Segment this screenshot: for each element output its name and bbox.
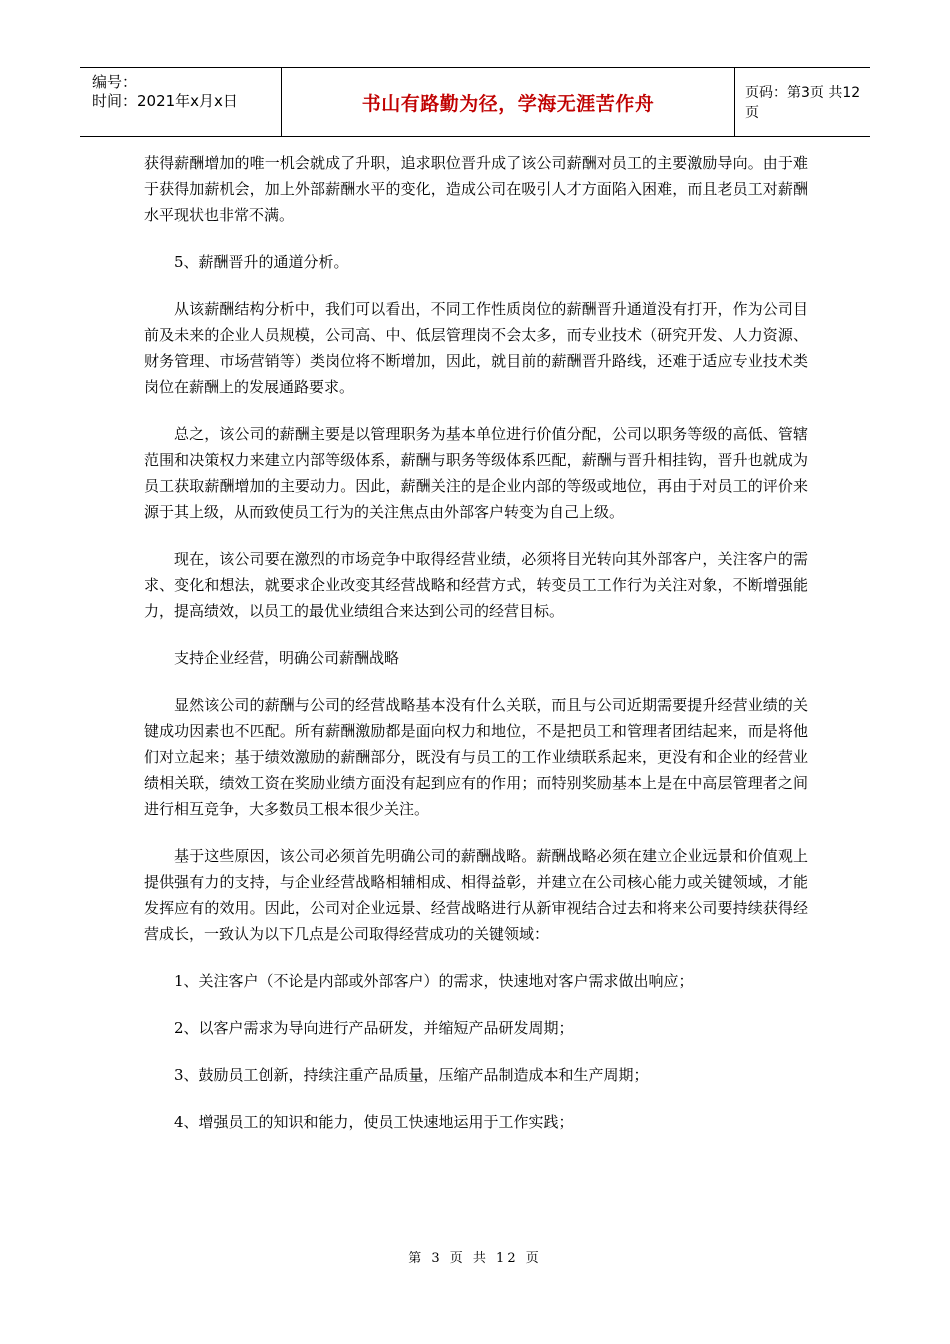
list-item: 3、鼓励员工创新，持续注重产品质量，压缩产品制造成本和生产周期； [174,1066,649,1084]
page-header [80,67,870,137]
motto-text: 书山有路勤为径，学海无涯苦作舟 [361,92,655,115]
paragraph: 总之，该公司的薪酬主要是以管理职务为基本单位进行价值分配，公司以职务等级的高低、管辖范围和决策权力来建立内部等级体系，薪酬与职务等级体系匹配，薪酬与晋升相挂钩，晋升也就成为员工获取薪酬增加的主要动力。因此，薪酬关注的是企业内部的等级或地位，再由于对员工的评价来源于其上级，从而致使员工行为的关注焦点由外部客户转变为自己上级。 [144,425,808,521]
list-item: 4、增强员工的知识和能力，使员工快速地运用于工作实践； [174,1113,574,1131]
header-motto-cell [281,68,735,136]
page-footer: 第 3 页 共 12 页 [408,1251,542,1266]
list-item: 2、以客户需求为导向进行产品研发，并缩短产品研发周期； [174,1019,574,1037]
paragraph: 5、薪酬晋升的通道分析。 [174,253,349,271]
paragraph: 现在，该公司要在激烈的市场竞争中取得经营业绩，必须将目光转向其外部客户，关注客户的需求、变化和想法，就要求企业改变其经营战略和经营方式，转变员工工作行为关注对象，不断增强能力，提高绩效，以员工的最优业绩组合来达到公司的经营目标。 [144,550,808,620]
list-item: 1、关注客户（不论是内部或外部客户）的需求，快速地对客户需求做出响应； [174,972,694,990]
code-label: 编号： [92,73,138,91]
section-heading: 支持企业经营，明确公司薪酬战略 [174,649,400,667]
header-page-info [735,68,870,136]
date-label: 时间：2021年x月x日 [92,92,238,110]
paragraph: 获得薪酬增加的唯一机会就成了升职，追求职位晋升成了该公司薪酬对员工的主要激励导向。由于难于获得加薪机会，加上外部薪酬水平的变化，造成公司在吸引人才方面陷入困难，而且老员工对薪酬水平现状也非常不满。 [144,154,808,224]
page-info-text: 页码：第3页 共12页 [745,85,861,121]
paragraph: 显然该公司的薪酬与公司的经营战略基本没有什么关联，而且与公司近期需要提升经营业绩的关键成功因素也不匹配。所有薪酬激励都是面向权力和地位，不是把员工和管理者团结起来，而是将他们对立起来；基于绩效激励的薪酬部分，既没有与员工的工作业绩联系起来，更没有和企业的经营业绩相关联，绩效工资在奖励业绩方面没有起到应有的作用；而特别奖励基本上是在中高层管理者之间进行相互竞争，大多数员工根本很少关注。 [144,696,808,818]
paragraph: 从该薪酬结构分析中，我们可以看出，不同工作性质岗位的薪酬晋升通道没有打开，作为公司目前及未来的企业人员规模，公司高、中、低层管理岗不会太多，而专业技术（研究开发、人力资源、财务管理、市场营销等）类岗位将不断增加，因此，就目前的薪酬晋升路线，还难于适应专业技术类岗位在薪酬上的发展通路要求。 [144,300,808,396]
paragraph: 基于这些原因，该公司必须首先明确公司的薪酬战略。薪酬战略必须在建立企业远景和价值观上提供强有力的支持，与企业经营战略相辅相成、相得益彰，并建立在公司核心能力或关键领域，才能发挥应有的效用。因此，公司对企业远景、经营战略进行从新审视结合过去和将来公司要持续获得经营成长，一致认为以下几点是公司取得经营成功的关键领域： [144,847,808,943]
header-meta [80,68,281,136]
document-body [144,150,808,1156]
